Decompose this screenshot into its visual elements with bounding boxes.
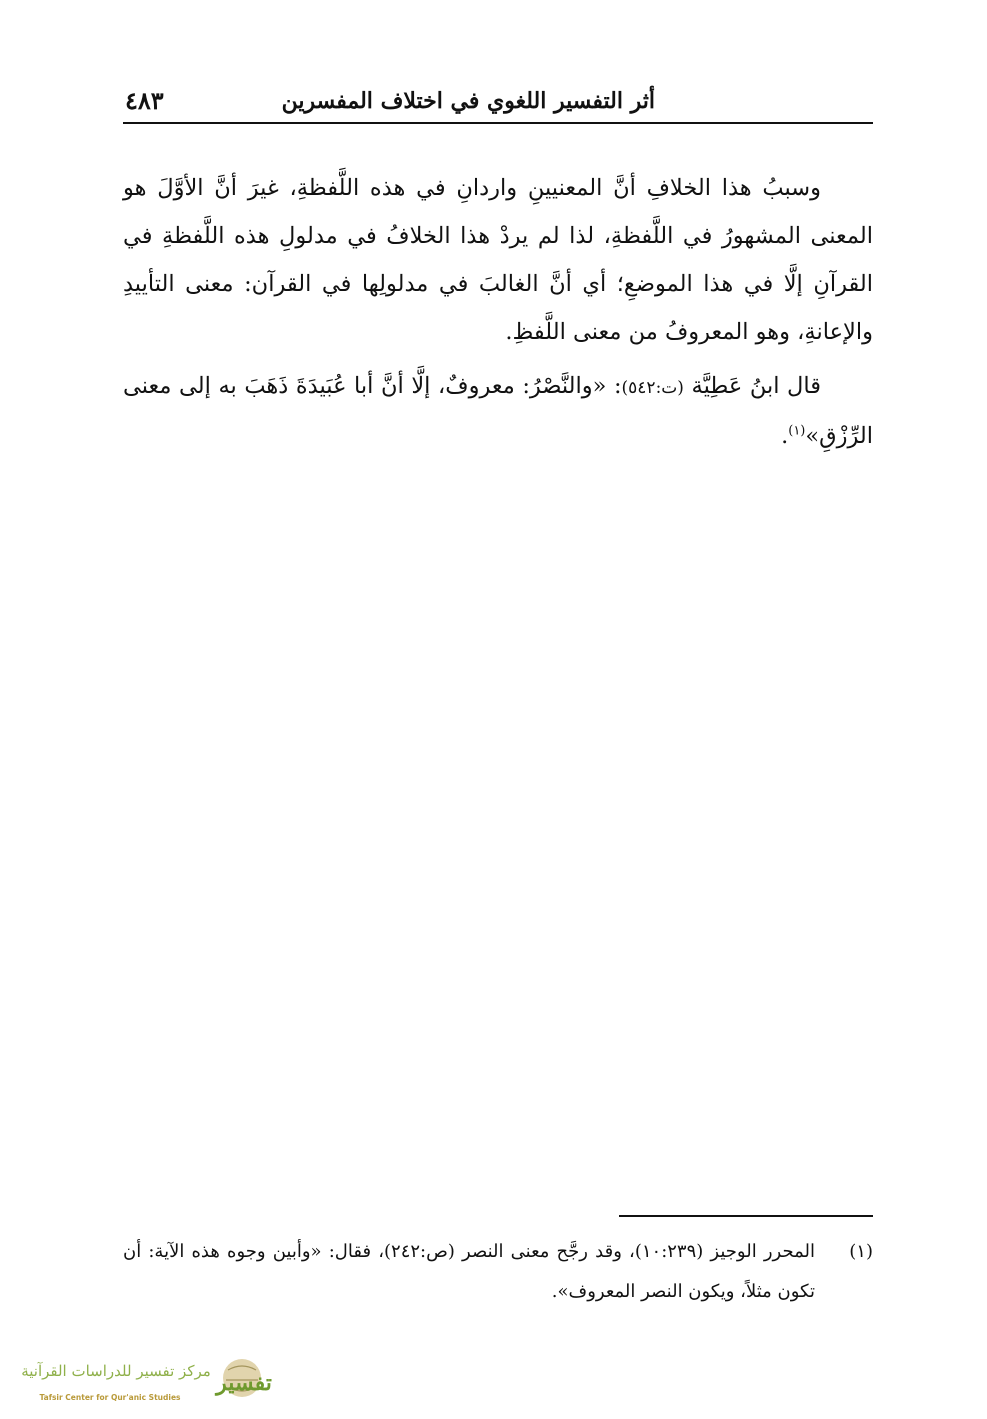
footnote-separator (619, 1215, 873, 1217)
logo-english-name: Tafsir Center for Qur'anic Studies (39, 1393, 181, 1402)
death-date: (ت:٥٤٢) (621, 378, 684, 398)
footnote-reference[interactable]: (١) (788, 423, 806, 439)
logo-wordmark: تفسير (216, 1370, 272, 1396)
page-number: ٤٨٣ (125, 86, 164, 115)
paragraph-1: وسببُ هذا الخلافِ أنَّ المعنيينِ واردانِ في هذه اللَّفظةِ، غيرَ أنَّ الأوَّلَ هو المعنى المشهورُ في اللَّفظةِ، لذا لم يردْ هذا الخلافُ في مدلولِ هذه اللَّفظةِ في القرآنِ إلَّا في هذا الموضعِ؛ أي أنَّ الغالبَ في مدلولِها في القرآن: معنى التأييدِ والإعانةِ، وهو المعروفُ من معنى اللَّفظِ. (123, 175, 873, 345)
footnotes (123, 1232, 873, 1312)
footnote-text: المحرر الوجيز (١٠:٢٣٩)، وقد رجَّح معنى النصر (ص:٢٤٢)، فقال: «وأبين وجوه هذه الآية: أن تكون مثلاً، ويكون النصر المعروف». (123, 1241, 815, 1302)
paragraph-2 (123, 362, 873, 460)
tafsir-center-logo-icon (6, 1352, 272, 1410)
page-header (123, 82, 873, 124)
footnote-number: (١) (849, 1241, 873, 1262)
paragraph-end: . (781, 423, 789, 449)
main-text (123, 164, 873, 460)
publisher-logo (6, 1352, 272, 1410)
footnote-1 (123, 1232, 873, 1312)
quote-attribution: قال ابنُ عَطِيَّة (691, 373, 822, 399)
quotation: : «والنَّصْرُ: معروفٌ، إلَّا أنَّ أبا عُبَيدَةَ ذَهَبَ به إلى معنى الرِّزْقِ» (123, 373, 873, 449)
logo-arabic-name: مركز تفسير للدراسات القرآنية (21, 1362, 211, 1380)
running-title: أثر التفسير اللغوي في اختلاف المفسرين (281, 88, 655, 114)
